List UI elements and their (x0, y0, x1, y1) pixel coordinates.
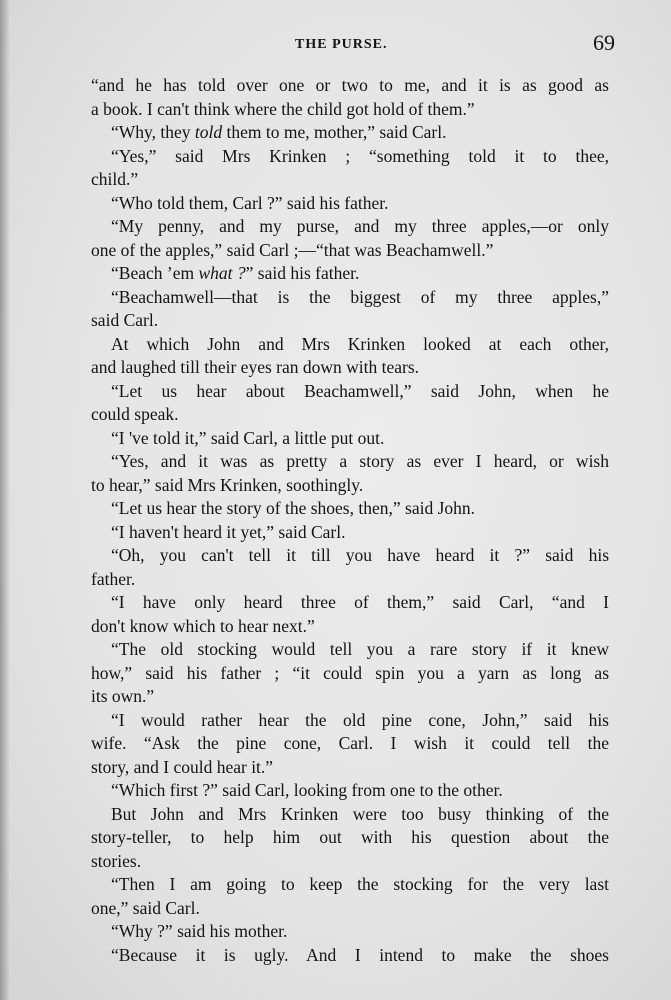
emphasis: told (194, 122, 223, 142)
text-line: “Why ?” said his mother. (111, 921, 288, 941)
page-number: 69 (593, 30, 615, 55)
text-line: “Oh, you can't tell it till you have heard it ?” said his (111, 545, 609, 565)
text-line: “Let us hear the story of the shoes, then,” said John. (111, 498, 476, 518)
text-line: “Beach ’em what ?” said his father. (111, 263, 360, 283)
text-line: said Carl. (91, 310, 159, 330)
text-line: “The old stocking would tell you a rare story if it knew (111, 639, 609, 659)
text-line: But John and Mrs Krinken were too busy thinking of the (111, 803, 609, 824)
text-line: “Why, they told them to me, mother,” said Carl. (111, 122, 447, 142)
body-text (91, 74, 609, 967)
text-line: could speak. (91, 404, 179, 424)
running-title: THE PURSE. (295, 37, 388, 52)
text-line: wife. “Ask the pine cone, Carl. I wish it could tell the (91, 733, 609, 753)
text-line: story, and I could hear it.” (91, 756, 274, 777)
text-line: “Then I am going to keep the stocking for the very last (111, 874, 609, 894)
text-line: don't know which to hear next.” (91, 615, 315, 636)
text-line: a book. I can't think where the child got hold of them.” (91, 98, 475, 119)
text-line: “Yes,” said Mrs Krinken ; “something told it to thee, (111, 145, 609, 166)
text-line: “and he has told over one or two to me, and it is as good as (91, 75, 609, 95)
text-line: “Because it is ugly. And I intend to make the shoes (111, 944, 609, 965)
text-line: to hear,” said Mrs Krinken, soothingly. (91, 474, 364, 495)
text-line: “My penny, and my purse, and my three apples,—or only (111, 216, 609, 236)
running-head (95, 30, 615, 56)
text-line: its own.” (91, 686, 155, 706)
text-line: “Beachamwell—that is the biggest of my three apples,” (111, 286, 609, 307)
text-line: “Yes, and it was as pretty a story as ever I heard, or wish (111, 451, 609, 471)
text-line: stories. (91, 850, 142, 871)
text-line: “I 've told it,” said Carl, a little put out. (111, 427, 385, 448)
text-line: one,” said Carl. (91, 897, 200, 918)
text-line: “Let us hear about Beachamwell,” said John, when he (111, 380, 609, 401)
text-line: story-teller, to help him out with his question about the (91, 827, 609, 847)
text-line: father. (91, 568, 136, 589)
emphasis: what ? (198, 263, 246, 283)
text-line: one of the apples,” said Carl ;—“that was Beachamwell.” (91, 239, 494, 260)
text-line: “I have only heard three of them,” said Carl, “and I (111, 592, 609, 612)
text-line: “Which first ?” said Carl, looking from one to the other. (111, 780, 503, 800)
text-line: and laughed till their eyes ran down with tears. (91, 357, 420, 377)
text-line: child.” (91, 169, 139, 189)
page-gutter-shadow (0, 0, 10, 1000)
text-line: “Who told them, Carl ?” said his father. (111, 192, 389, 213)
text-line: “I haven't heard it yet,” said Carl. (111, 521, 346, 542)
text-line: At which John and Mrs Krinken looked at each other, (111, 333, 609, 354)
text-line: “I would rather hear the old pine cone, John,” said his (111, 709, 609, 730)
text-line: how,” said his father ; “it could spin you a yarn as long as (91, 662, 609, 683)
